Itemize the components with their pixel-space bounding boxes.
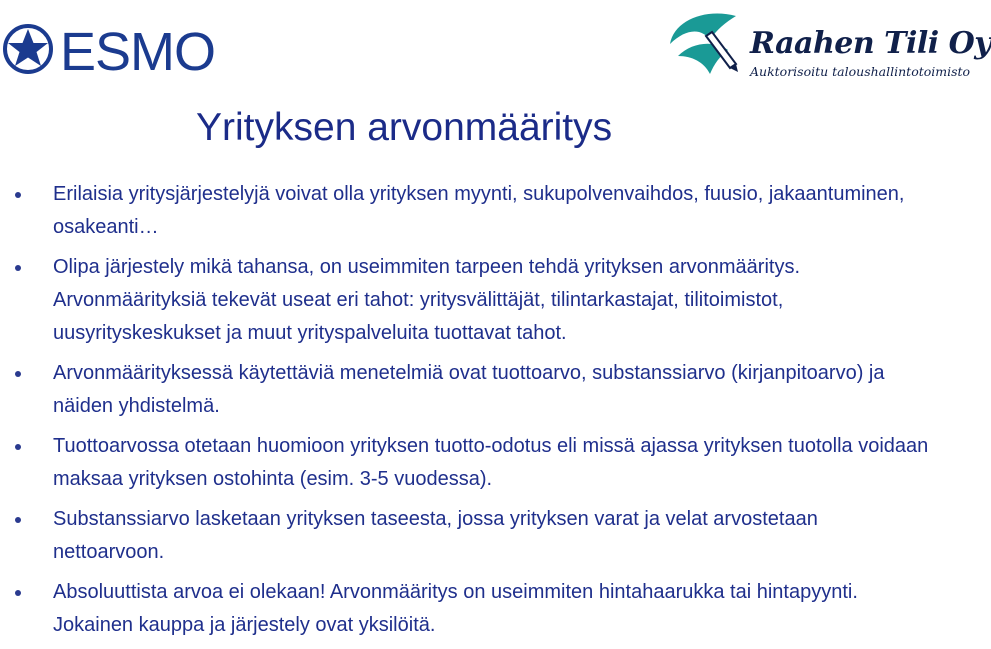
- bullet-item: [0, 357, 933, 423]
- bullet-item: [0, 576, 933, 642]
- bullet-text: Substanssiarvo lasketaan yrityksen taseesta, jossa yrityksen varat ja velat arvostetaan nettoarvoon.: [53, 508, 818, 563]
- raahen-tili-subtitle: Auktorisoitu taloushallintotoimisto: [750, 64, 971, 79]
- bullet-text: Arvonmäärityksessä käytettäviä menetelmiä ovat tuottoarvo, substanssiarvo (kirjanpitoarvo) ja näiden yhdistelmä.: [53, 362, 885, 417]
- bullet-list: [0, 178, 960, 649]
- bullet-item: [0, 430, 933, 496]
- bullet-dot-icon: [15, 517, 21, 523]
- bullet-text: Tuottoarvossa otetaan huomioon yrityksen tuotto-odotus eli missä ajassa yrityksen tuotolla voidaan maksaa yrityksen ostohinta (esim. 3-5 vuodessa).: [53, 435, 929, 490]
- esmo-star-icon: [4, 18, 254, 82]
- bullet-dot-icon: [15, 265, 21, 271]
- esmo-logo: [4, 18, 254, 82]
- bullet-text: Absoluuttista arvoa ei olekaan! Arvonmääritys on useimmiten hintahaarukka tai hintapyynti. Jokainen kauppa ja järjestely ovat yksilöitä.: [53, 581, 858, 636]
- bullet-dot-icon: [15, 192, 21, 198]
- bullet-text: Olipa järjestely mikä tahansa, on useimmiten tarpeen tehdä yrityksen arvonmääritys. Arvonmäärityksiä tekevät useat eri tahot: yritysvälittäjät, tilintarkastajat, tilitoimistot, uusyrityskeskukset ja muut yrityspalveluita tuottavat tahot.: [53, 256, 801, 344]
- bullet-item: [0, 251, 933, 350]
- slide-title: Yrityksen arvonmääritys: [196, 106, 613, 149]
- bullet-dot-icon: [15, 444, 21, 450]
- bullet-text: Erilaisia yritysjärjestelyjä voivat olla yrityksen myynti, sukupolvenvaihdos, fuusio, jakaantuminen, osakeanti…: [53, 183, 905, 238]
- bullet-dot-icon: [15, 371, 21, 377]
- raahen-tili-logo: [666, 6, 991, 84]
- bullet-dot-icon: [15, 590, 21, 596]
- raahen-tili-name: Raahen Tili Oy: [750, 26, 991, 61]
- bullet-item: [0, 178, 933, 244]
- raahen-tili-swirl-icon: [666, 6, 750, 84]
- bullet-item: [0, 503, 933, 569]
- esmo-logo-text: ESMO: [60, 22, 216, 82]
